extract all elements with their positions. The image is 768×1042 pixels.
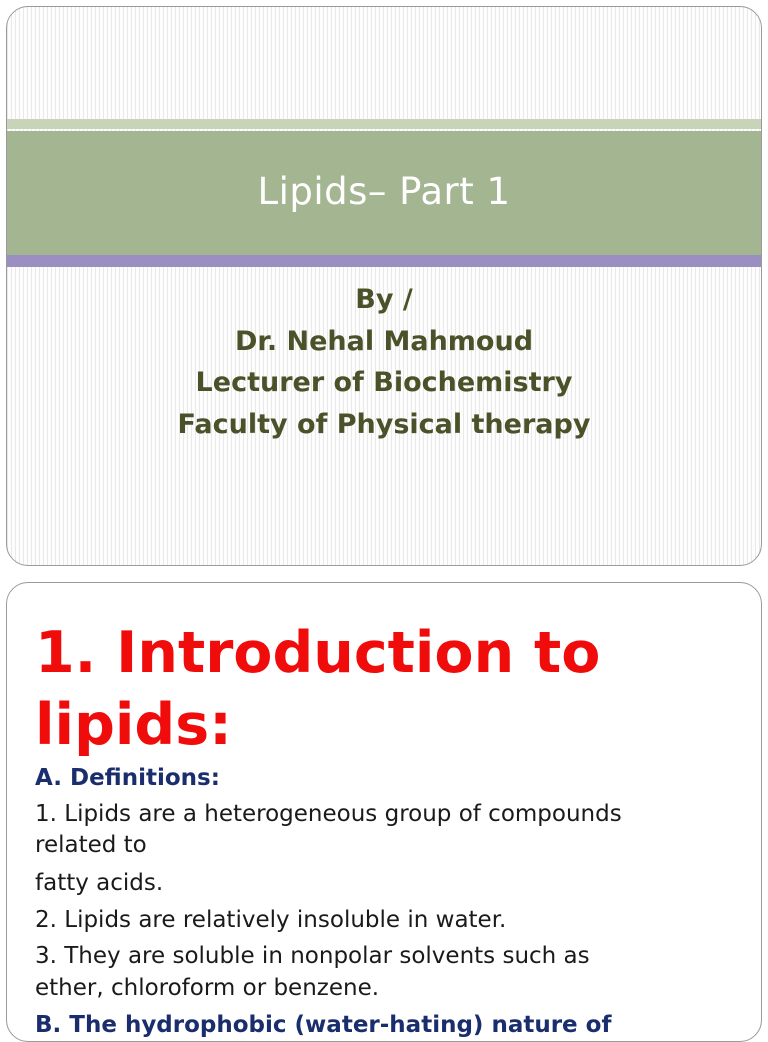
- title-slide: [6, 6, 762, 566]
- body-line-3: fatty acids.: [35, 870, 164, 896]
- section-heading: [35, 617, 735, 761]
- section-heading-line-2: lipids:: [35, 692, 232, 758]
- body-line-6: ether, chloroform or benzene.: [35, 975, 380, 1001]
- body-line-4: 2. Lipids are relatively insoluble in water.: [35, 907, 507, 933]
- hydrophobic-subheading: B. The hydrophobic (water-hating) nature of: [35, 1012, 612, 1038]
- section-heading-line-1: 1. Introduction to: [35, 620, 601, 686]
- title-band: [7, 131, 761, 255]
- byline-position: Lecturer of Biochemistry: [195, 367, 573, 398]
- body-line-1: 1. Lipids are a heterogeneous group of compounds: [35, 801, 622, 827]
- title-top-bar: [7, 119, 761, 129]
- slide-title: Lipids– Part 1: [257, 169, 511, 213]
- body-line-5: 3. They are soluble in nonpolar solvents such as: [35, 943, 590, 969]
- byline-author-name: Dr. Nehal Mahmoud: [234, 325, 534, 357]
- byline-faculty: Faculty of Physical therapy: [177, 408, 591, 440]
- content-slide: [6, 582, 762, 1042]
- author-byline: [7, 279, 761, 445]
- definitions-subheading: A. Definitions:: [35, 765, 220, 791]
- title-accent-bar: [7, 255, 761, 267]
- body-line-2: related to: [35, 832, 147, 858]
- byline-by: By /: [355, 284, 413, 315]
